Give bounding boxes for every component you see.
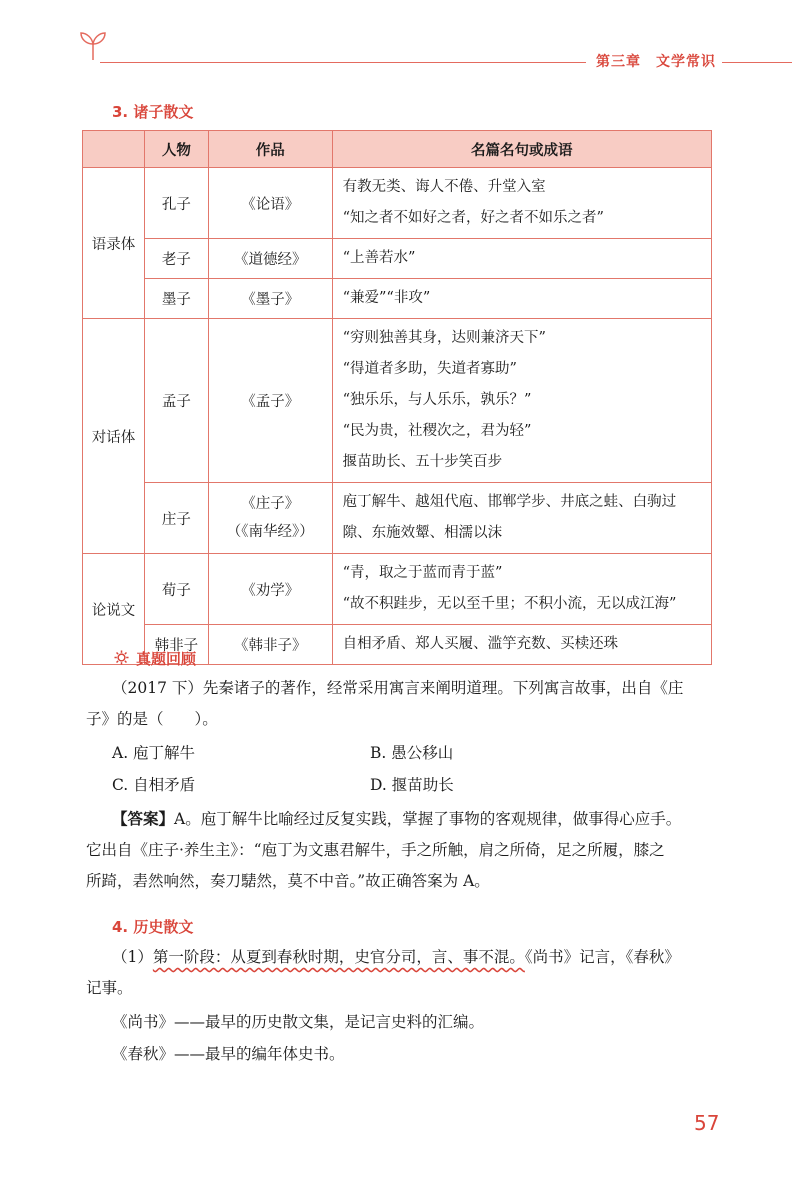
quote-line: “得道者多助，失道者寡助” [342,361,517,377]
work-cell [208,483,332,554]
quotes-cell [332,625,711,665]
quote-line: “兼爱”“非攻” [342,290,431,306]
p1-highlight: 第一阶段：从夏到春秋时期，史官分司，言、事不混。 [152,948,525,966]
answer-line-2: 它出自《庄子·养生主》：“庖丁为文惠君解牛，手之所触，肩之所倚，足之所履，膝之 [86,841,665,859]
group-lunshuo: 论说文 [83,554,145,665]
page-number: 57 [694,1111,720,1135]
work-cell: 《韩非子》 [208,625,332,665]
quotes-cell [332,279,711,319]
history-p1-line2: 记事。 [86,979,133,997]
p1-prefix: （1） [112,948,153,966]
answer-text: A。庖丁解牛比喻经过反复实践，掌握了事物的客观规律，做事得心应手。 [174,810,682,828]
quotes-cell [332,168,711,239]
person-cell: 孟子 [144,319,208,483]
answer-line-1 [112,804,681,835]
header-blank [83,131,145,168]
quote-line: “上善若水” [342,250,416,266]
quote-line: “故不积跬步，无以至千里；不积小流，无以成江海” [342,596,677,612]
table-row [83,319,712,483]
person-cell: 庄子 [144,483,208,554]
header-rule-right [722,62,792,63]
quote-line: “民为贵，社稷次之，君为轻” [342,423,532,439]
header-rule-left [100,62,586,63]
quote-line: 有教无类、诲人不倦、升堂入室 [342,179,546,195]
quotes-cell [332,239,711,279]
work-alt-title: （《南华经》） [226,524,314,540]
shangshu-line: 《尚书》——最早的历史散文集，是记言史料的汇编。 [112,1013,485,1031]
quote-line: “青，取之于蓝而青于蓝” [342,565,503,581]
quotes-cell [332,483,711,554]
question-line-1: （2017 下）先秦诸子的著作，经常采用寓言来阐明道理。下列寓言故事，出自《庄 [112,679,684,697]
table-row [83,239,712,279]
quote-line: 揠苗助长、五十步笑百步 [342,454,503,470]
table-row [83,279,712,319]
option-c: C. 自相矛盾 [112,776,196,794]
section-3-title: 3. 诸子散文 [112,103,194,121]
table-header-row [83,131,712,168]
option-b: B. 愚公移山 [370,744,454,762]
table-row [83,554,712,625]
quote-line: “穷则独善其身，达则兼济天下” [342,330,546,346]
work-cell: 《墨子》 [208,279,332,319]
header-person: 人物 [144,131,208,168]
sun-icon [114,650,129,665]
work-cell: 《论语》 [208,168,332,239]
question-line-2: 子》的是（ ）。 [86,710,218,728]
answer-label: 【答案】 [112,810,175,828]
person-cell: 韩非子 [144,625,208,665]
person-cell: 墨子 [144,279,208,319]
zhuzi-table [82,130,712,665]
option-a: A. 庖丁解牛 [112,744,196,762]
history-p1 [112,942,680,973]
group-yulu: 语录体 [83,168,145,319]
answer-line-3: 所踦，砉然响然，奏刀騞然，莫不中音。”故正确答案为 A。 [86,872,490,890]
quotes-cell [332,319,711,483]
person-cell: 荀子 [144,554,208,625]
work-cell: 《道德经》 [208,239,332,279]
table-row [83,168,712,239]
quote-line: “知之者不如好之者，好之者不如乐之者” [342,210,604,226]
header-work: 作品 [208,131,332,168]
p1-rest: 《尚书》记言，《春秋》 [524,948,680,966]
group-duihua: 对话体 [83,319,145,554]
chapter-title: 第三章 文学常识 [596,54,716,70]
review-title: 真题回顾 [136,650,197,668]
work-cell: 《孟子》 [208,319,332,483]
quote-line: 自相矛盾、郑人买履、滥竽充数、买椟还珠 [342,636,619,652]
section-4-title: 4. 历史散文 [112,918,194,936]
sprout-icon [76,30,110,62]
header-quotes: 名篇名句或成语 [332,131,711,168]
quotes-cell [332,554,711,625]
work-cell: 《劝学》 [208,554,332,625]
work-title: 《庄子》 [241,496,300,512]
chunqiu-line: 《春秋》——最早的编年体史书。 [112,1045,345,1063]
quote-line: “独乐乐，与人乐乐，孰乐？” [342,392,532,408]
option-d: D. 揠苗助长 [370,776,454,794]
quote-line: 庖丁解牛、越俎代庖、邯郸学步、井底之蛙、白驹过隙、东施效颦、相濡以沫 [342,494,677,541]
person-cell: 孔子 [144,168,208,239]
table-row [83,483,712,554]
person-cell: 老子 [144,239,208,279]
